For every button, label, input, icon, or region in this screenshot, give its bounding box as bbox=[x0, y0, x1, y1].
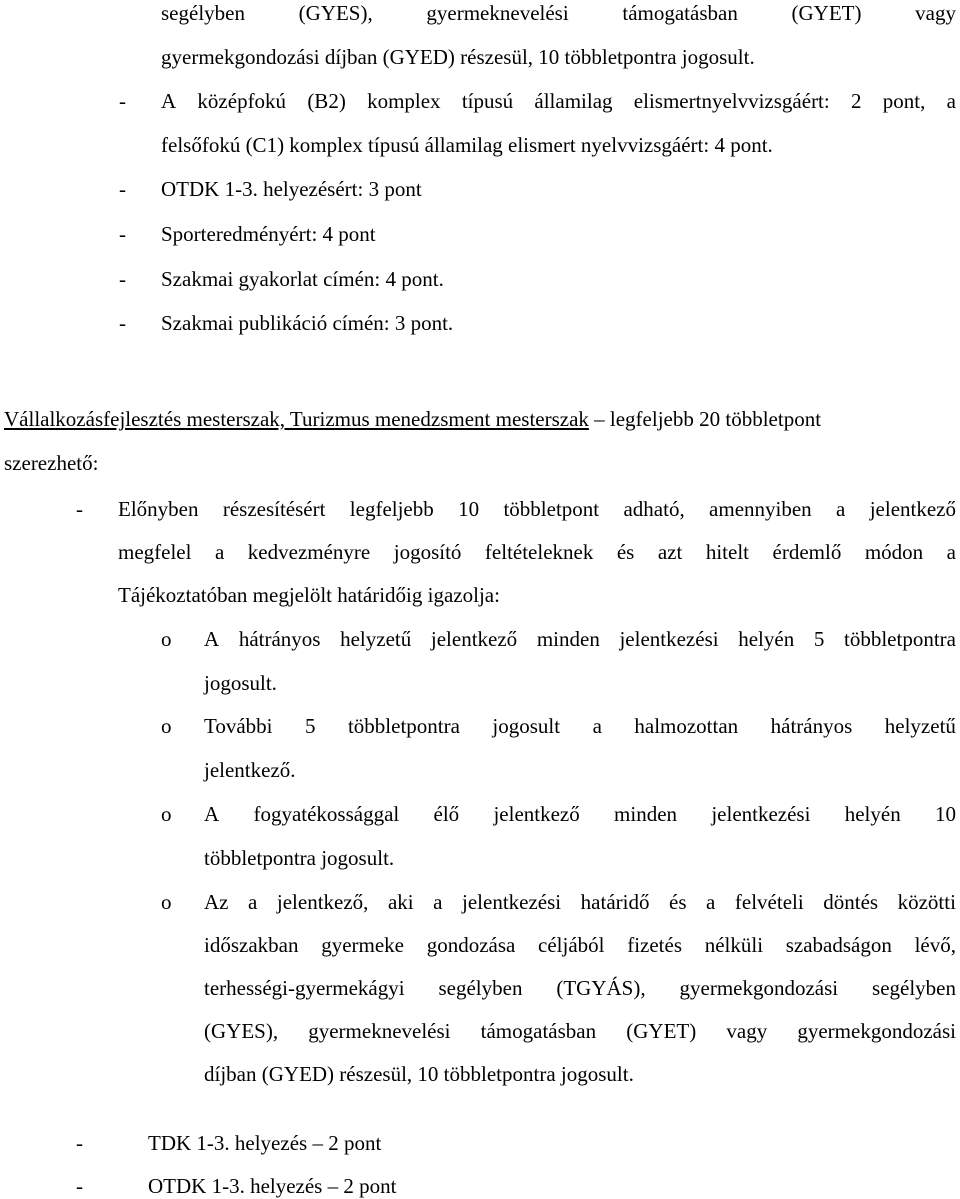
word: 2 bbox=[850, 89, 862, 113]
word: feltételeknek bbox=[484, 540, 594, 564]
word: jelentkezési bbox=[711, 802, 811, 826]
sub-bullet-line bbox=[204, 975, 956, 1001]
word: jogosító bbox=[393, 540, 462, 564]
sub-bullet-line: jogosult. bbox=[204, 671, 277, 695]
word: 10 bbox=[458, 497, 480, 521]
word: terhességi-gyermekágyi bbox=[204, 976, 405, 1000]
word: típusú bbox=[461, 89, 514, 113]
word: többletpontra bbox=[347, 714, 460, 738]
sub-bullet-line bbox=[204, 1018, 956, 1044]
sub-bullet-multiply-disadvantaged bbox=[204, 713, 956, 739]
word: hitelt bbox=[705, 540, 750, 564]
word: segélyben bbox=[161, 1, 245, 25]
word: (TGYÁS), bbox=[556, 976, 646, 1000]
word: elismertnyelvvizsgáért: bbox=[633, 89, 830, 113]
word: helyzetű bbox=[340, 627, 412, 651]
section-heading-programs: Vállalkozásfejlesztés mesterszak, Turizmus menedzsment mesterszak bbox=[4, 407, 589, 431]
sub-bullet-disability bbox=[204, 801, 956, 827]
word: (B2) bbox=[307, 89, 346, 113]
word: gyermeknevelési bbox=[426, 1, 569, 25]
dash-bullet-marker: - bbox=[76, 497, 83, 521]
word: államilag bbox=[534, 89, 613, 113]
word: gondozása bbox=[426, 933, 516, 957]
word: vagy bbox=[915, 1, 956, 25]
word: hátrányos bbox=[238, 627, 321, 651]
word: támogatásban bbox=[480, 1019, 597, 1043]
main-bullet-line bbox=[118, 539, 956, 565]
word: fizetés bbox=[627, 933, 682, 957]
word: jelentkezési bbox=[462, 890, 562, 914]
word: lévő, bbox=[914, 933, 956, 957]
word: a bbox=[214, 540, 225, 564]
paragraph-line: gyermekgondozási díjban (GYED) részesül, 10 többletpontra jogosult. bbox=[161, 45, 755, 69]
word: céljából bbox=[538, 933, 605, 957]
word: nélküli bbox=[704, 933, 764, 957]
main-bullet-line bbox=[118, 496, 956, 522]
circle-bullet-marker: o bbox=[161, 802, 172, 826]
dash-bullet-marker: - bbox=[119, 311, 126, 335]
word: komplex bbox=[367, 89, 441, 113]
word: További bbox=[204, 714, 273, 738]
word: támogatásban bbox=[622, 1, 738, 25]
word: a bbox=[946, 540, 956, 564]
word: szabadságon bbox=[785, 933, 892, 957]
word: (GYES), bbox=[204, 1019, 279, 1043]
word: helyén bbox=[738, 627, 795, 651]
word: többletpontra bbox=[844, 627, 956, 651]
word: jelentkezési bbox=[619, 627, 719, 651]
word: helyzetű bbox=[884, 714, 956, 738]
paragraph-line bbox=[161, 0, 956, 26]
word: aki bbox=[387, 890, 414, 914]
word: határidő bbox=[580, 890, 650, 914]
word: jogosult bbox=[492, 714, 561, 738]
bullet-item-otdk-placement: OTDK 1-3. helyezés – 2 pont bbox=[148, 1174, 397, 1198]
word: 10 bbox=[935, 802, 956, 826]
bullet-item-sport: Sporteredményért: 4 pont bbox=[161, 222, 376, 246]
word: jelentkező, bbox=[276, 890, 369, 914]
word: helyén bbox=[844, 802, 901, 826]
word: A bbox=[161, 89, 177, 113]
word: és bbox=[669, 890, 687, 914]
word: a bbox=[433, 890, 443, 914]
word: hátrányos bbox=[770, 714, 853, 738]
word: A bbox=[204, 802, 220, 826]
word: pont, bbox=[882, 89, 926, 113]
word: a bbox=[592, 714, 602, 738]
word: részesítésért bbox=[222, 497, 326, 521]
word: azt bbox=[657, 540, 683, 564]
dash-bullet-marker: - bbox=[76, 1131, 83, 1155]
word: jelentkező bbox=[493, 802, 580, 826]
word: segélyben bbox=[438, 976, 523, 1000]
word: gyermeke bbox=[321, 933, 404, 957]
word: a bbox=[706, 890, 716, 914]
circle-bullet-marker: o bbox=[161, 627, 172, 651]
word: halmozottan bbox=[634, 714, 739, 738]
word: döntés bbox=[823, 890, 879, 914]
sub-bullet-parental-leave bbox=[204, 889, 956, 915]
word: megfelel bbox=[118, 540, 192, 564]
word: többletpont bbox=[503, 497, 600, 521]
bullet-item-tdk: TDK 1-3. helyezés – 2 pont bbox=[148, 1131, 382, 1155]
circle-bullet-marker: o bbox=[161, 890, 172, 914]
word: vagy bbox=[726, 1019, 768, 1043]
word: adható, bbox=[623, 497, 685, 521]
circle-bullet-marker: o bbox=[161, 714, 172, 738]
word: Az bbox=[204, 890, 229, 914]
word: középfokú bbox=[197, 89, 287, 113]
word: jelentkező bbox=[869, 497, 956, 521]
word: a bbox=[248, 890, 258, 914]
word: (GYES), bbox=[298, 1, 373, 25]
word: minden bbox=[614, 802, 678, 826]
word: minden bbox=[536, 627, 600, 651]
bullet-item-line: felsőfokú (C1) komplex típusú államilag elismert nyelvvizsgáért: 4 pont. bbox=[161, 133, 773, 157]
word: és bbox=[616, 540, 635, 564]
word: időszakban bbox=[204, 933, 299, 957]
sub-bullet-line bbox=[204, 932, 956, 958]
word: fogyatékossággal bbox=[253, 802, 400, 826]
word: gyermekgondozási bbox=[797, 1019, 956, 1043]
word: a bbox=[836, 497, 846, 521]
word: élő bbox=[433, 802, 460, 826]
word: legfeljebb bbox=[349, 497, 434, 521]
section-heading-points: – legfeljebb 20 többletpont bbox=[588, 407, 822, 431]
sub-bullet-line: jelentkező. bbox=[204, 758, 296, 782]
dash-bullet-marker: - bbox=[119, 89, 126, 113]
bullet-item-otdk: OTDK 1-3. helyezésért: 3 pont bbox=[161, 177, 422, 201]
word: A bbox=[204, 627, 220, 651]
dash-bullet-marker: - bbox=[76, 1174, 83, 1198]
bullet-item-language-exam bbox=[161, 88, 956, 114]
word: 5 bbox=[305, 714, 316, 738]
word: kedvezményre bbox=[247, 540, 371, 564]
word: gyermeknevelési bbox=[308, 1019, 451, 1043]
bullet-item-practice: Szakmai gyakorlat címén: 4 pont. bbox=[161, 267, 444, 291]
sub-bullet-line: többletpontra jogosult. bbox=[204, 846, 395, 870]
sub-bullet-line: díjban (GYED) részesül, 10 többletpontra jogosult. bbox=[204, 1062, 634, 1086]
bullet-item-publication: Szakmai publikáció címén: 3 pont. bbox=[161, 311, 454, 335]
word: segélyben bbox=[872, 976, 956, 1000]
word: felvételi bbox=[734, 890, 804, 914]
word: a bbox=[946, 89, 956, 113]
word: (GYET) bbox=[626, 1019, 697, 1043]
section-heading bbox=[4, 406, 821, 432]
word: (GYET) bbox=[791, 1, 862, 25]
word: gyermekgondozási bbox=[679, 976, 839, 1000]
dash-bullet-marker: - bbox=[119, 267, 126, 291]
word: 5 bbox=[813, 627, 825, 651]
main-bullet-line: Tájékoztatóban megjelölt határidőig igazolja: bbox=[118, 583, 500, 607]
word: amennyiben bbox=[709, 497, 812, 521]
dash-bullet-marker: - bbox=[119, 177, 126, 201]
word: módon bbox=[864, 540, 924, 564]
dash-bullet-marker: - bbox=[119, 222, 126, 246]
word: közötti bbox=[897, 890, 956, 914]
word: érdemlő bbox=[772, 540, 842, 564]
word: Előnyben bbox=[118, 497, 199, 521]
sub-bullet-disadvantaged bbox=[204, 626, 956, 652]
word: jelentkező bbox=[430, 627, 518, 651]
section-heading-line: szerezhető: bbox=[4, 451, 99, 475]
